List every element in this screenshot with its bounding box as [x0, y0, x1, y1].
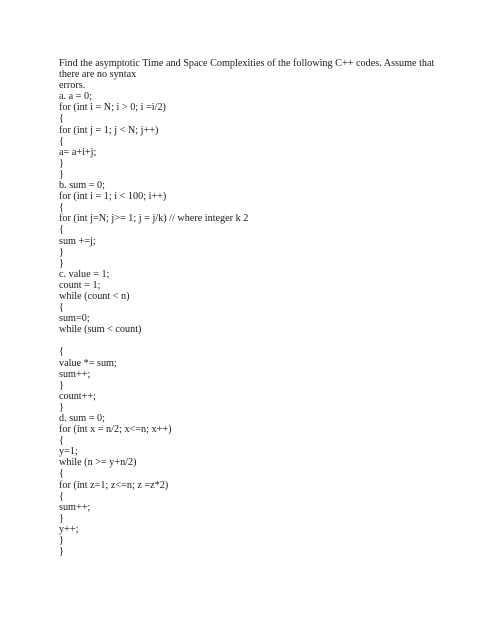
code-line: c. value = 1; — [59, 268, 110, 280]
code-line: } — [59, 401, 64, 413]
code-line: { — [59, 468, 64, 480]
code-line: { — [59, 224, 64, 236]
code-line: { — [59, 302, 64, 314]
code-line: a. a = 0; — [59, 91, 92, 103]
prompt-line: errors. — [59, 80, 86, 92]
code-line: d. sum = 0; — [59, 413, 105, 424]
code-line: for (int x = n/2; x<=n; x++) — [59, 424, 172, 436]
code-line: while (sum < count) — [59, 324, 142, 336]
code-line: { — [59, 202, 64, 214]
code-line: y++; — [59, 523, 79, 535]
code-line: value *= sum; — [59, 357, 117, 369]
code-line: for (int j = 1; j < N; j++) — [59, 124, 159, 136]
code-line: sum++; — [59, 501, 91, 513]
code-line: count++; — [59, 390, 96, 402]
code-line: a= a+i+j; — [59, 146, 97, 158]
code-line: } — [59, 379, 64, 391]
code-line: for (int j=N; j>= 1; j = j/k) // where integer k 2 — [59, 213, 249, 225]
code-listing — [59, 91, 439, 557]
code-line: { — [59, 490, 64, 502]
code-line: } — [59, 157, 64, 169]
code-line: count = 1; — [59, 279, 101, 291]
code-line: } — [59, 546, 64, 558]
code-line: { — [59, 346, 64, 358]
code-line: sum=0; — [59, 313, 90, 325]
code-line: while (n >= y+n/2) — [59, 457, 137, 469]
code-line: } — [59, 168, 64, 180]
code-line: for (int i = N; i > 0; i =i/2) — [59, 102, 166, 114]
code-line: } — [59, 246, 64, 258]
code-line: } — [59, 512, 64, 524]
code-line: } — [59, 535, 64, 547]
question-prompt — [59, 58, 439, 91]
blank-line — [59, 335, 439, 346]
prompt-line: Find the asymptotic Time and Space Complexities of the following C++ codes. Assume that — [59, 58, 435, 69]
code-line: sum +=j; — [59, 235, 96, 247]
code-line: y=1; — [59, 446, 78, 458]
code-line: b. sum = 0; — [59, 180, 105, 192]
code-line: for (int z=1; z<=n; z =z*2) — [59, 479, 169, 491]
code-line: sum++; — [59, 368, 91, 380]
code-line: { — [59, 113, 64, 125]
code-line: while (count < n) — [59, 290, 130, 302]
code-line: for (int i = 1; i < 100; i++) — [59, 191, 167, 203]
document-content — [59, 58, 439, 557]
code-line: { — [59, 135, 64, 147]
code-line: { — [59, 435, 64, 447]
code-line: } — [59, 257, 64, 269]
prompt-line: there are no syntax — [59, 69, 137, 81]
